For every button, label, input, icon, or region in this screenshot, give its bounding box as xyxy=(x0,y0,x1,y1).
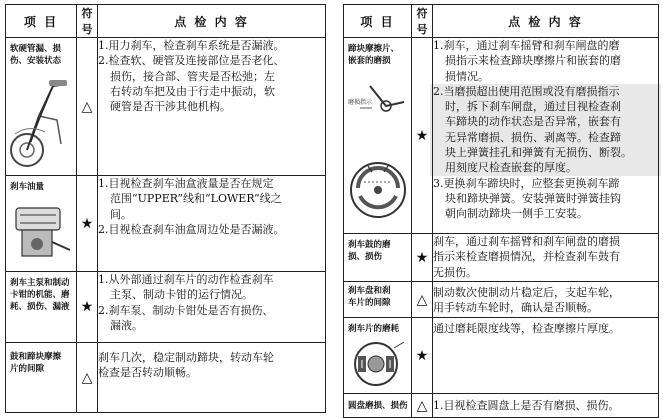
content-line: 损情况。 xyxy=(445,69,489,83)
symbol-cell: ★ xyxy=(412,234,433,282)
content-line: 损指示来检查蹄块摩擦片和嵌套的磨 xyxy=(445,54,621,68)
content-cell xyxy=(433,282,659,318)
table-row xyxy=(6,176,326,272)
content-line: 损伤，接合部、管夹是否松弛；左 xyxy=(110,69,275,83)
table-row xyxy=(6,343,326,413)
header-symbol: 符号 xyxy=(77,5,98,38)
header-content: 点 检 内 容 xyxy=(433,5,659,38)
content-line: 指示来检查磨损情况，并检查刹车鼓有 xyxy=(433,250,620,264)
header-content: 点 检 内 容 xyxy=(98,5,326,38)
table-row xyxy=(344,234,659,282)
scooter-brake-hose-illustration xyxy=(9,76,73,172)
content-line: 时，拆下刹车闸盘，通过目视检查刹 xyxy=(445,100,621,114)
symbol-cell: ★ xyxy=(412,318,433,394)
content-line: 用手转动车轮时，确认是否顺畅。 xyxy=(433,301,598,315)
item-cell xyxy=(344,282,412,318)
header-symbol: 符号 xyxy=(412,5,433,38)
content-line: 制动数次使制动片稳定后，支起车轮， xyxy=(433,286,620,299)
content-line: 用刻度尺检查嵌套的厚度。 xyxy=(445,161,577,175)
content-line: 刹车，通过刹车摇臂和刹车闸盘的磨损 xyxy=(433,235,620,248)
item-title-line: 卡钳的机能、磨 xyxy=(10,290,70,300)
item-cell xyxy=(6,176,77,272)
item-title-line: 嵌套的磨损 xyxy=(348,56,391,66)
content-cell xyxy=(98,176,326,272)
item-cell xyxy=(6,343,77,413)
item-title-line: 伤、安装状态 xyxy=(10,56,62,66)
item-title-line: 刹车主泵和制动 xyxy=(10,278,70,288)
item-cell xyxy=(6,272,77,343)
content-line: 右转动车把及由于行走中振动，软 xyxy=(110,84,275,98)
content-line: 2.刹车泵、制动卡钳处是否有损伤、 xyxy=(98,303,274,317)
content-line: 2.目视检查刹车油盒周边处是否漏液。 xyxy=(98,222,285,236)
header-item: 项 目 xyxy=(344,5,412,38)
table-row xyxy=(344,318,659,394)
item-cell xyxy=(344,318,412,394)
content-line: 刹车几次，稳定制动蹄块，转动车轮 xyxy=(98,351,274,364)
item-cell xyxy=(6,38,77,176)
item-title-line: 圆盘磨损、损伤 xyxy=(348,400,408,411)
table-row xyxy=(344,394,659,418)
content-line: 1.目视检查圆盘上是否有磨损、损伤。 xyxy=(433,398,620,412)
content-line: 间。 xyxy=(110,207,132,221)
content-line: 1.刹车，通过刹车摇臂和刹车闸盘的磨 xyxy=(433,39,620,52)
item-cell xyxy=(344,234,412,282)
highlighted-paragraph xyxy=(430,84,661,176)
table-header-row xyxy=(6,5,326,38)
content-line: 朝向制动蹄块一侧手工安装。 xyxy=(445,207,588,221)
content-line: 通过磨耗限度线等，检查摩擦片厚度。 xyxy=(433,322,620,335)
content-line: 1.目视检查刹车油盒液量是否在规定 xyxy=(98,177,274,190)
item-title-line: 刹车盘和刹 xyxy=(348,286,391,296)
content-line: 车蹄块的动作状态是否异常，嵌套有 xyxy=(445,115,621,129)
item-title-line: 耗、损伤、漏液 xyxy=(10,302,70,312)
table-row xyxy=(344,282,659,318)
content-line: 1.用力刹车，检查刹车系统是否漏液。 xyxy=(98,39,285,52)
inspection-table-left xyxy=(5,4,326,413)
brake-fluid-reservoir-illustration xyxy=(10,202,72,266)
content-line: 无损伤。 xyxy=(433,265,477,279)
content-line: 检查是否转动顺畅。 xyxy=(98,366,197,380)
content-cell xyxy=(98,38,326,176)
brake-shoe-wear-illustration xyxy=(346,78,410,228)
content-line: 漏液。 xyxy=(110,318,143,332)
table-row xyxy=(6,272,326,343)
symbol-cell: △ xyxy=(77,38,98,176)
symbol-cell: ★ xyxy=(77,272,98,343)
item-title-line: 蹄块摩擦片、 xyxy=(348,44,400,54)
item-title-line: 刹车鼓的磨 xyxy=(348,240,391,250)
content-line: 1.从外部通过刹车片的动作检查刹车 xyxy=(98,273,274,286)
content-cell xyxy=(433,38,659,234)
content-cell xyxy=(98,272,326,343)
content-cell xyxy=(98,343,326,413)
symbol-cell: △ xyxy=(77,343,98,413)
symbol-cell: ★ xyxy=(77,176,98,272)
content-line: 主泵、制动卡钳的运行情况。 xyxy=(110,288,253,302)
symbol-cell: △ xyxy=(412,282,433,318)
content-cell xyxy=(433,318,659,394)
content-cell xyxy=(433,394,659,418)
symbol-cell: △ xyxy=(412,394,433,418)
item-title-line: 刹车片的磨耗 xyxy=(348,324,400,334)
item-title-line: 损、损伤 xyxy=(348,252,383,262)
item-title-line: 鼓和蹄块摩擦 xyxy=(10,352,62,362)
symbol-cell: ★ xyxy=(412,38,433,234)
content-line: 块上弹簧挂孔和弹簧有无损伤、断裂。 xyxy=(445,146,632,160)
content-line: 范围“UPPER”线和“LOWER”线之 xyxy=(110,192,282,206)
content-line: 2.检查软、硬管及连接部位是否老化、 xyxy=(98,54,285,68)
item-title-line: 片的间隙 xyxy=(10,364,45,374)
content-line: 无异常磨损、损伤、剥离等。检查蹄 xyxy=(445,130,621,144)
disc-brake-pad-illustration xyxy=(350,338,406,390)
content-cell xyxy=(433,234,659,282)
content-line: 硬管是否干涉其他机构。 xyxy=(110,100,231,114)
wear-indicator-label: 磨损指示 xyxy=(348,99,373,106)
content-line: 块和蹄块弹簧。安装弹簧时弹簧挂钩 xyxy=(445,191,621,205)
item-title-line: 刹车油量 xyxy=(10,182,45,192)
item-title-line: 软硬管漏、损 xyxy=(10,44,62,54)
header-item: 项 目 xyxy=(6,5,77,38)
inspection-table-right xyxy=(343,4,659,418)
content-line: 2.当磨损超出使用范围或没有磨损指示 xyxy=(433,84,620,98)
table-row xyxy=(344,38,659,234)
table-header-row xyxy=(344,5,659,38)
item-cell xyxy=(344,394,412,418)
item-title-line: 车片的间隙 xyxy=(348,298,391,308)
item-cell xyxy=(344,38,412,234)
table-row xyxy=(6,38,326,176)
content-line: 3.更换刹车蹄块时，应整套更换刹车蹄 xyxy=(433,176,620,190)
